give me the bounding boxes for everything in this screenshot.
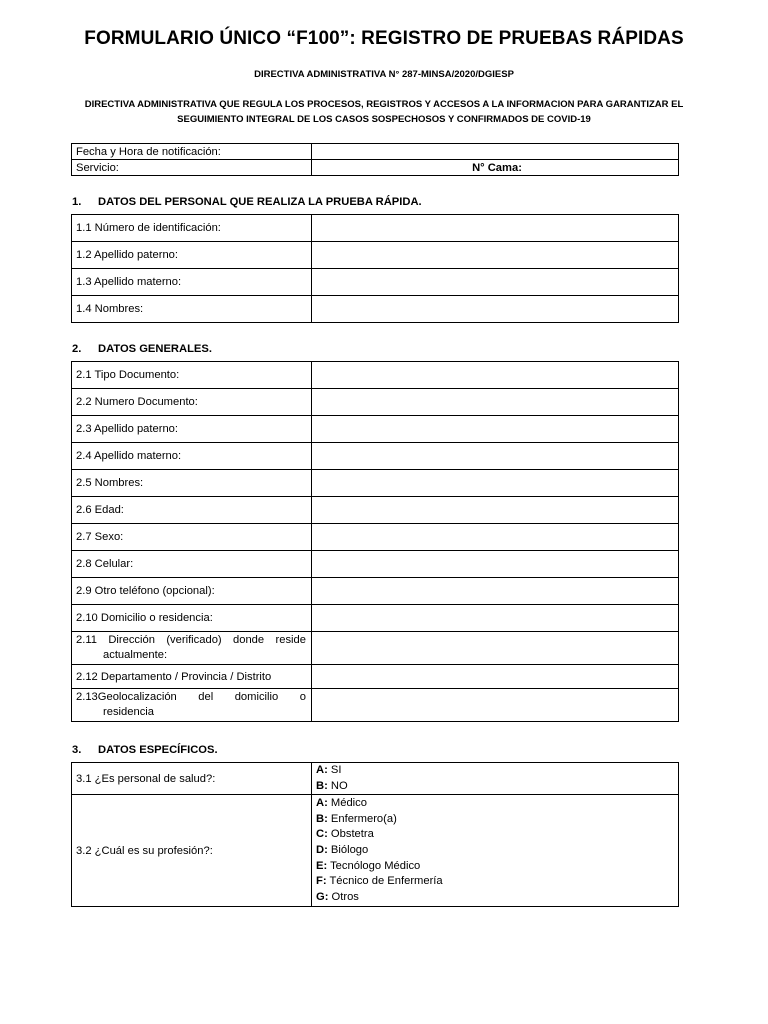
option-tecnologo-medico[interactable] (316, 859, 678, 875)
fecha-hora-field[interactable] (312, 144, 679, 160)
profesion-label: 3.2 ¿Cuál es su profesión?: (72, 795, 312, 907)
section2-title: DATOS GENERALES. (98, 343, 212, 355)
field-label: 2.9 Otro teléfono (opcional): (72, 578, 312, 605)
section1-number: 1. (72, 196, 82, 208)
domicilio-field[interactable] (312, 605, 679, 632)
geolocalizacion-label-word: Geolocalización (97, 691, 177, 703)
field-label: 2.10 Domicilio o residencia: (72, 605, 312, 632)
option-enfermero[interactable] (316, 812, 678, 828)
option-key: B: (316, 779, 328, 792)
direccion-label-line2: actualmente: (103, 649, 168, 661)
tipo-documento-field[interactable] (312, 362, 679, 389)
edad-field[interactable] (312, 497, 679, 524)
option-no[interactable] (316, 779, 678, 795)
direccion-label-word: Dirección (108, 634, 155, 646)
personal-salud-label: 3.1 ¿Es personal de salud?: (72, 763, 312, 795)
option-biologo[interactable] (316, 843, 678, 859)
field-label: 1.4 Nombres: (72, 296, 312, 323)
option-text: Técnico de Enfermería (326, 875, 443, 888)
option-key: E: (316, 859, 328, 872)
geolocalizacion-label-word: domicilio (234, 691, 279, 703)
option-text: Obstetra (327, 828, 374, 841)
servicio-label: Servicio: (72, 160, 312, 176)
option-text: Biólogo (327, 844, 369, 857)
numero-identificacion-field[interactable] (312, 215, 679, 242)
cama-label: N° Cama: (312, 160, 679, 176)
directive-description-line1: DIRECTIVA ADMINISTRATIVA QUE REGULA LOS PROCESOS, REGISTROS Y ACCESOS A LA INFORMACION PARA GARANTIZAR EL (84, 99, 684, 110)
celular-field[interactable] (312, 551, 679, 578)
geolocalizacion-field[interactable] (312, 689, 679, 722)
section2-heading (72, 343, 212, 355)
section1-table (71, 214, 679, 323)
field-label: 2.12 Departamento / Provincia / Distrito (72, 665, 312, 689)
field-label: 2.5 Nombres: (72, 470, 312, 497)
option-text: Tecnólogo Médico (327, 859, 421, 872)
option-key: D: (316, 844, 328, 857)
option-key: A: (316, 796, 328, 809)
directive-description (60, 97, 708, 127)
option-medico[interactable] (316, 796, 678, 812)
field-label: 2.1 Tipo Documento: (72, 362, 312, 389)
directive-description-line2: SEGUIMIENTO INTEGRAL DE LOS CASOS SOSPECHOSOS Y CONFIRMADOS DE COVID-19 (177, 114, 591, 125)
geolocalizacion-label-line2: residencia (103, 706, 154, 718)
option-key: A: (316, 764, 328, 776)
field-label: 2.2 Numero Documento: (72, 389, 312, 416)
option-text: Otros (328, 891, 359, 904)
direccion-label-word: donde (233, 634, 265, 646)
direccion-label-word: (verificado) (166, 634, 222, 646)
option-key: G: (316, 891, 329, 904)
apellido-paterno-personal-field[interactable] (312, 242, 679, 269)
option-text: SI (327, 764, 342, 776)
personal-salud-options (312, 763, 679, 795)
option-obstetra[interactable] (316, 827, 678, 843)
directive-number: DIRECTIVA ADMINISTRATIVA N° 287-MINSA/2020/DGIESP (254, 69, 514, 80)
geolocalizacion-label-word: o (299, 691, 306, 703)
field-label: 2.4 Apellido materno: (72, 443, 312, 470)
direccion-field[interactable] (312, 632, 679, 665)
field-label-direccion (72, 632, 312, 665)
section2-number: 2. (72, 343, 82, 355)
apellido-materno-personal-field[interactable] (312, 269, 679, 296)
direccion-label-line1 (76, 633, 311, 648)
field-label: 1.3 Apellido materno: (72, 269, 312, 296)
section1-heading (72, 196, 422, 208)
section3-heading (72, 744, 218, 756)
form-title: FORMULARIO ÚNICO “F100”: REGISTRO DE PRUEBAS RÁPIDAS (84, 28, 684, 49)
profesion-options (312, 795, 679, 907)
nombres-field[interactable] (312, 470, 679, 497)
option-tecnico-enfermeria[interactable] (316, 874, 678, 890)
option-text: NO (327, 779, 348, 792)
field-label: 1.1 Número de identificación: (72, 215, 312, 242)
direccion-label-word: reside (275, 634, 306, 646)
apellido-paterno-field[interactable] (312, 416, 679, 443)
notification-table (71, 143, 679, 176)
option-text: Médico (327, 796, 367, 809)
geolocalizacion-label-num: 2.13 (76, 691, 98, 703)
field-label: 2.8 Celular: (72, 551, 312, 578)
field-label: 2.3 Apellido paterno: (72, 416, 312, 443)
nombres-personal-field[interactable] (312, 296, 679, 323)
field-label: 2.6 Edad: (72, 497, 312, 524)
numero-documento-field[interactable] (312, 389, 679, 416)
option-text: Enfermero(a) (327, 812, 397, 825)
geolocalizacion-label-line1 (76, 690, 311, 705)
apellido-materno-field[interactable] (312, 443, 679, 470)
option-si[interactable] (316, 763, 678, 779)
departamento-provincia-distrito-field[interactable] (312, 665, 679, 689)
otro-telefono-field[interactable] (312, 578, 679, 605)
section3-table (71, 762, 679, 907)
geolocalizacion-label-num-word (76, 690, 177, 705)
field-label: 1.2 Apellido paterno: (72, 242, 312, 269)
section2-table (71, 361, 679, 722)
field-label-geolocalizacion (72, 689, 312, 722)
option-key: B: (316, 812, 328, 825)
direccion-label-num: 2.11 (76, 634, 97, 646)
section1-title: DATOS DEL PERSONAL QUE REALIZA LA PRUEBA RÁPIDA. (98, 196, 422, 208)
sexo-field[interactable] (312, 524, 679, 551)
field-label: 2.7 Sexo: (72, 524, 312, 551)
option-key: F: (316, 875, 327, 888)
section3-number: 3. (72, 744, 82, 756)
section3-title: DATOS ESPECÍFICOS. (98, 744, 218, 756)
geolocalizacion-label-word: del (198, 691, 214, 703)
option-key: C: (316, 828, 328, 841)
option-otros[interactable] (316, 890, 678, 906)
fecha-hora-label: Fecha y Hora de notificación: (72, 144, 312, 160)
